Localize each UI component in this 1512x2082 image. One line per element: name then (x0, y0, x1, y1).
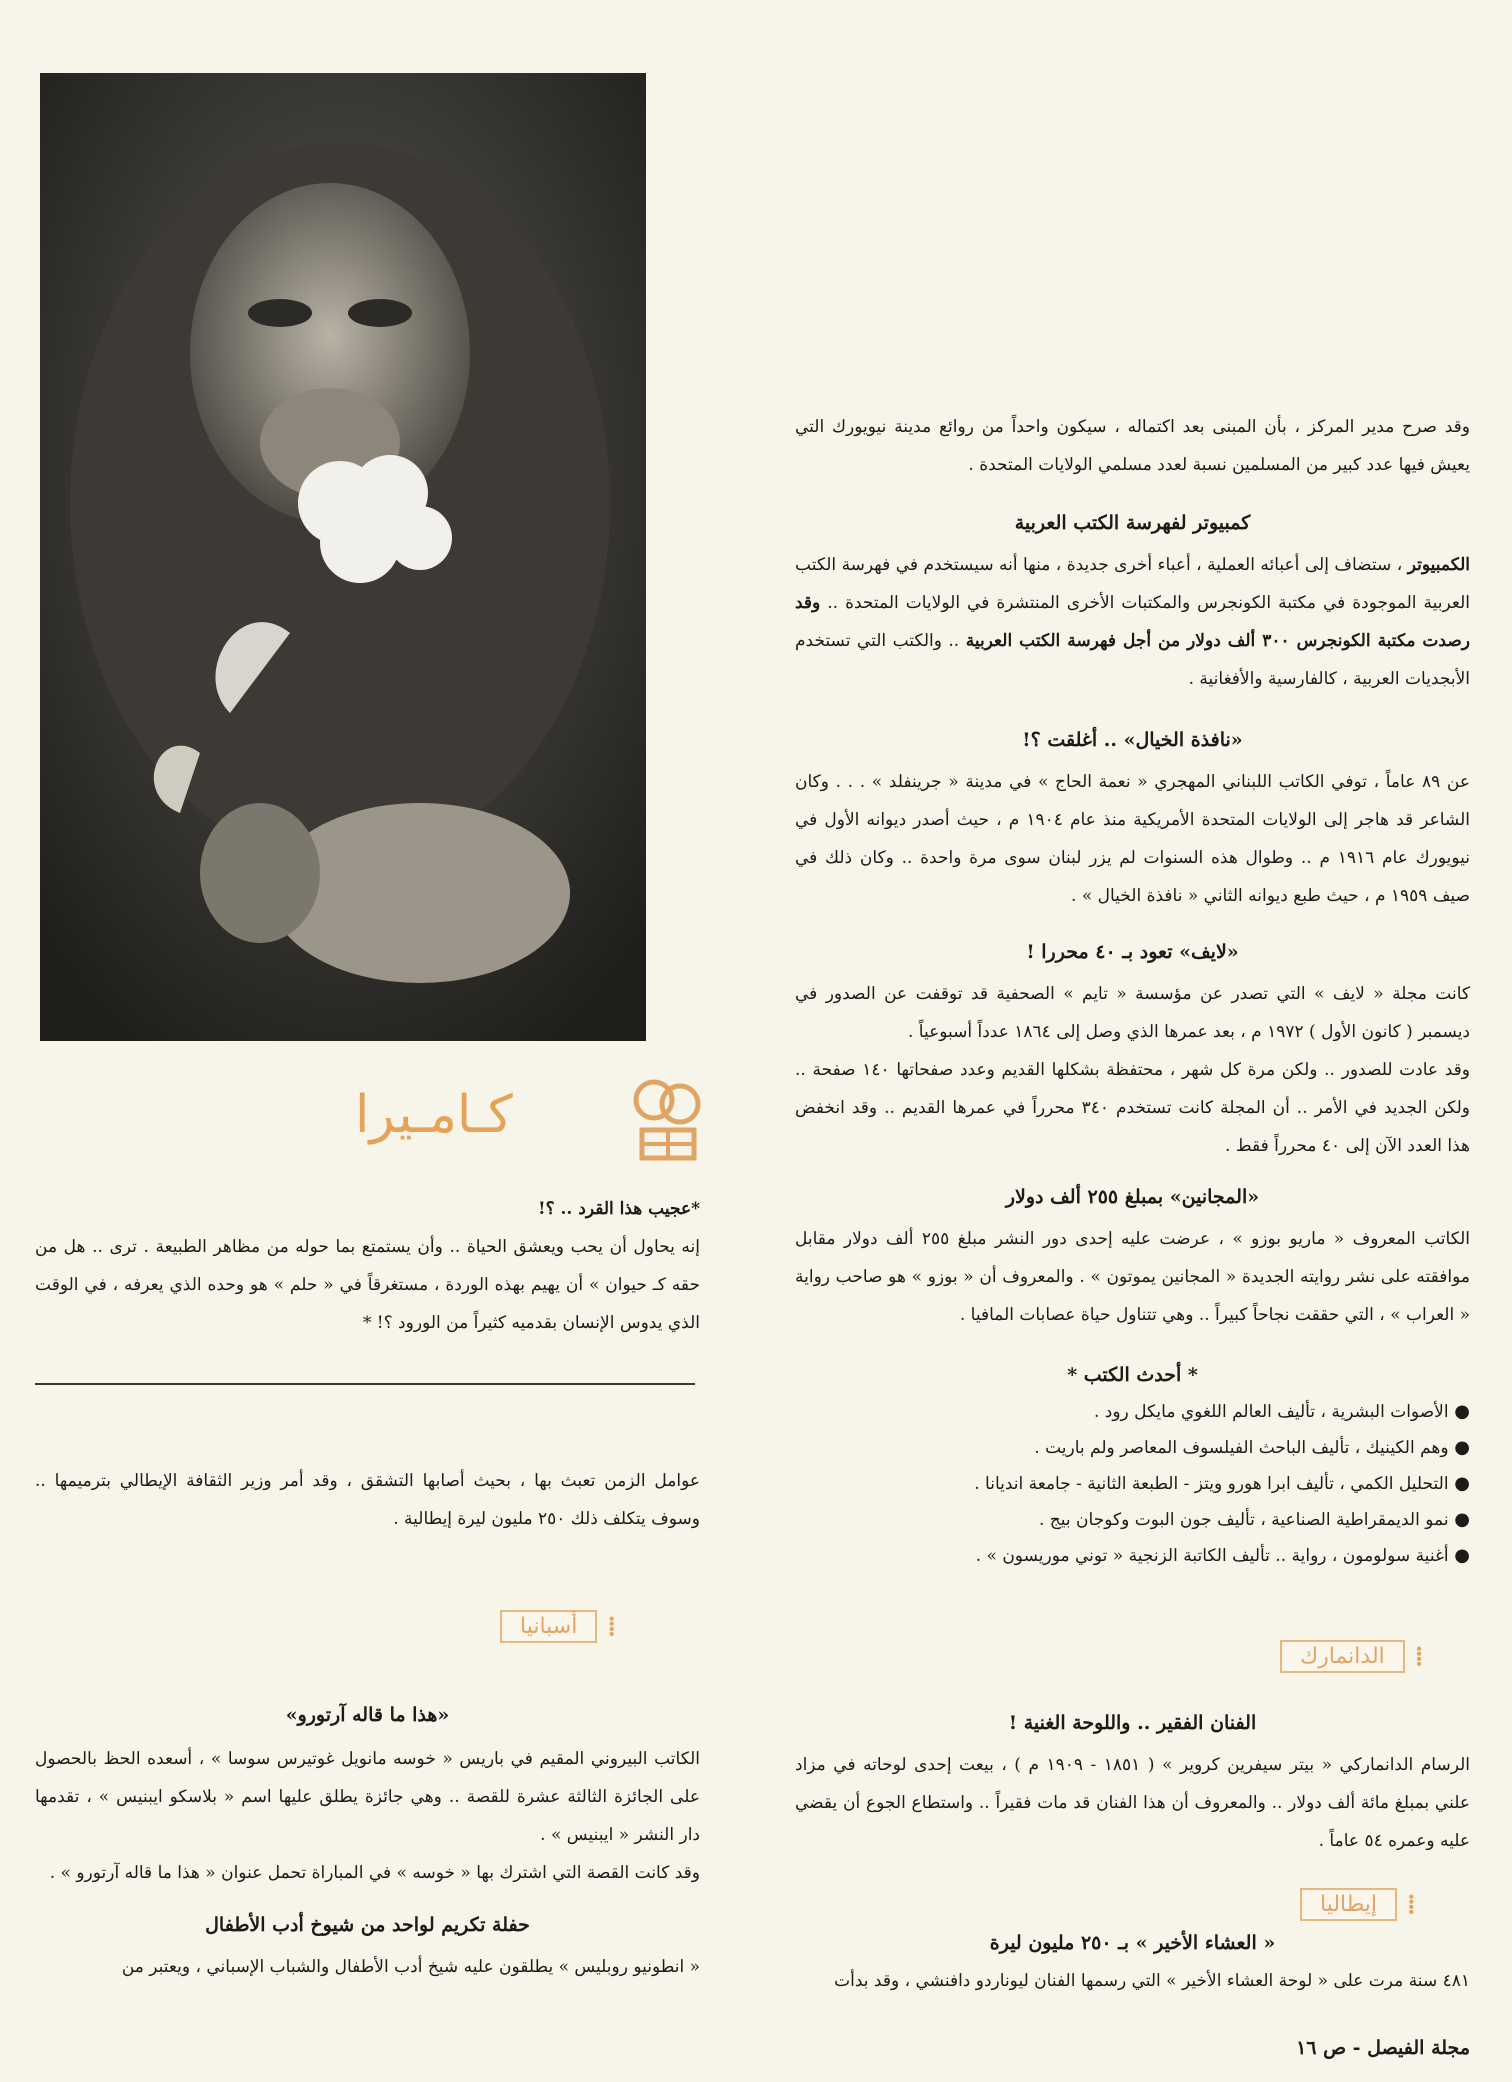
camera-section-title: كـامـيرا (355, 1085, 513, 1145)
list-item: ● أغنية سولومون ، رواية .. تأليف الكاتبة الزنجية « توني موريسون » . (795, 1538, 1470, 1574)
window-article (795, 725, 1470, 915)
computer-lead: الكمبيوتر (1407, 555, 1470, 575)
list-item: ● نمو الديمقراطية الصناعية ، تأليف جون البوت وكوجان بيج . (795, 1502, 1470, 1538)
life-article (795, 937, 1470, 1165)
tag-dots-icon: ⁞ (1414, 1641, 1424, 1672)
arturo-paragraph: الكاتب البيروني المقيم في باريس « خوسه مانويل غوتيرس سوسا » ، أسعده الحظ بالحصول على الجائزة الثالثة عشرة للقصة .. وهي جائزة يطلق عليها اسم « بلاسكو ايبنيس » ، تقدمها دار النشر « ايبنيس » . (35, 1749, 700, 1845)
computer-article (795, 508, 1470, 698)
computer-text: ، ستضاف إلى أعبائه العملية ، أعباء أخرى جديدة ، منها أنه سيستخدم في فهرسة الكتب العربية الموجودة في مكتبة الكونجرس والمكتبات الأخرى المنتشرة في الولايات المتحدة .. (795, 555, 1470, 613)
supper-article (795, 1928, 1470, 2000)
italy-continued-paragraph: عوامل الزمن تعبث بها ، بحيث أصابها التشقق ، وقد أمر وزير الثقافة الإيطالي بترميمها .. وسوف يتكلف ذلك ٢٥٠ مليون ليرة إيطالية . (35, 1471, 700, 1529)
spain-section-tag (500, 1610, 616, 1643)
camera-logo-icon (628, 1074, 708, 1162)
books-heading: * أحدث الكتب * (1067, 1364, 1198, 1386)
life-paragraph-1: كانت مجلة « لايف » التي تصدر عن مؤسسة « تايم » الصحفية قد توقفت عن الصدور في ديسمبر ( كانون الأول ) ١٩٧٢ م ، بعد عمرها الذي وصل إلى ١٨٦٤ عدداً أسبوعياً . (795, 984, 1470, 1042)
tribute-heading: حفلة تكريم لواحد من شيوخ أدب الأطفال (205, 1914, 530, 1936)
books-list (795, 1394, 1470, 1574)
spain-tag-label: أسبانيا (500, 1610, 597, 1643)
intro-block (795, 408, 1470, 484)
camera-caption-heading: *عجيب هذا القرد .. ؟! (538, 1199, 700, 1219)
window-heading: «نافذة الخيال» .. أغلقت ؟! (1022, 729, 1243, 751)
tribute-article (35, 1910, 700, 1986)
window-paragraph: عن ٨٩ عاماً ، توفي الكاتب اللبناني المهجري « نعمة الحاج » في مدينة « جرينفلد » . . . وكان الشاعر قد هاجر إلى الولايات المتحدة الأمريكية منذ عام ١٩٠٤ م ، حيث أصدر ديوانه الأول في نيويورك عام ١٩١٦ م .. وطوال هذه السنوات لم يزر لبنان سوى مرة واحدة .. وكان ذلك في صيف ١٩٥٩ م ، حيث طبع ديوانه الثاني « نافذة الخيال » . (795, 772, 1471, 906)
list-item: ● التحليل الكمي ، تأليف ابرا هورو ويتز - الطبعة الثانية - جامعة انديانا . (795, 1466, 1470, 1502)
supper-heading: « العشاء الأخير » بـ ٢٥٠ مليون ليرة (989, 1932, 1276, 1954)
supper-paragraph: ٤٨١ سنة مرت على « لوحة العشاء الأخير » التي رسمها الفنان ليوناردو دافنشي ، وقد بدأت (834, 1971, 1470, 1991)
computer-heading: كمبيوتر لفهرسة الكتب العربية (1014, 512, 1251, 534)
italy-section-tag (1300, 1888, 1416, 1921)
list-item: ● وهم الكينيك ، تأليف الباحث الفيلسوف المعاصر ولم باريت . (795, 1430, 1470, 1466)
crazy-article (795, 1182, 1470, 1334)
orangutan-photo (40, 73, 646, 1041)
crazy-heading: «المجانين» بمبلغ ٢٥٥ ألف دولار (1005, 1186, 1260, 1208)
life-paragraph-2: وقد عادت للصدور .. ولكن مرة كل شهر ، محتفظة بشكلها القديم وعدد صفحاتها ١٤٠ صفحة .. ولكن الجديد في الأمر .. أن المجلة كانت تستخدم ٣٤٠ محرراً في عمرها القديم .. وقد انخفض هذا العدد الآن إلى ٤٠ محرراً فقط . (795, 1060, 1470, 1156)
computer-paragraph (795, 546, 1470, 698)
denmark-tag-label: الدانمارك (1280, 1640, 1405, 1673)
tag-dots-icon: ⁞ (1407, 1889, 1416, 1920)
tribute-paragraph: « انطونيو روبليس » يطلقون عليه شيخ أدب الأطفال والشباب الإسباني ، ويعتبر من (121, 1957, 700, 1977)
italy-continued-text (35, 1462, 700, 1538)
life-heading: «لايف» تعود بـ ٤٠ محررا ! (1026, 941, 1239, 963)
arturo-heading: «هذا ما قاله آرتورو» (285, 1704, 450, 1726)
list-item: ● الأصوات البشرية ، تأليف العالم اللغوي مايكل رود . (795, 1394, 1470, 1430)
books-article (795, 1360, 1470, 1574)
painter-heading: الفنان الفقير .. واللوحة الغنية ! (1008, 1712, 1257, 1734)
crazy-paragraph: الكاتب المعروف « ماريو بوزو » ، عرضت عليه إحدى دور النشر مبلغ ٢٥٥ ألف دولار مقابل موافقته على نشر روايته الجديدة « المجانين يموتون » . والمعروف أن « بوزو » هو صاحب رواية « العراب » ، التي حققت نجاحاً كبيراً .. وهي تتناول حياة عصابات المافيا . (795, 1229, 1470, 1325)
divider-rule (35, 1383, 695, 1385)
computer-tail: .. والكتب التي تستخدم الأبجديات العربية ، كالفارسية والأفغانية . (795, 631, 1470, 689)
intro-paragraph: وقد صرح مدير المركز ، بأن المبنى بعد اكتماله ، سيكون واحداً من روائع مدينة نيويورك التي يعيش فيها عدد كبير من المسلمين نسبة لعدد مسلمي الولايات المتحدة . (795, 417, 1470, 475)
italy-tag-label: إيطاليا (1300, 1888, 1397, 1921)
arturo-article (35, 1700, 700, 1892)
camera-caption-block (35, 1190, 700, 1342)
arturo-paragraph-2: وقد كانت القصة التي اشترك بها « خوسه » في المباراة تحمل عنوان « هذا ما قاله آرتورو » . (49, 1863, 700, 1883)
camera-caption-text: إنه يحاول أن يحب ويعشق الحياة .. وأن يستمتع بما حوله من مظاهر الطبيعة . ترى .. هل من حقه كـ حيوان » أن يهيم بهذه الوردة ، مستغرقاً في « حلم » هو وحده الذي يعرفه ، في الوقت الذي يدوس الإنسان بقدميه كثيراً من الورود ؟! * (35, 1237, 700, 1333)
painter-article (795, 1708, 1470, 1860)
painter-paragraph: الرسام الدانماركي « بيتر سيفرين كروير » ( ١٨٥١ - ١٩٠٩ م ) ، بيعت إحدى لوحاته في مزاد علني بمبلغ مائة ألف دولار .. والمعروف أن هذا الفنان قد مات فقيراً .. واستطاع الجوع أن يقضي عليه وعمره ٥٤ عاماً . (795, 1755, 1470, 1851)
denmark-section-tag (1280, 1640, 1423, 1673)
page-footer: مجلة الفيصل - ص ١٦ (1296, 2037, 1470, 2059)
tag-dots-icon: ⁞ (607, 1611, 617, 1642)
computer-bold: وقد رصدت مكتبة الكونجرس ٣٠٠ ألف دولار من أجل فهرسة الكتب العربية (795, 593, 1470, 651)
